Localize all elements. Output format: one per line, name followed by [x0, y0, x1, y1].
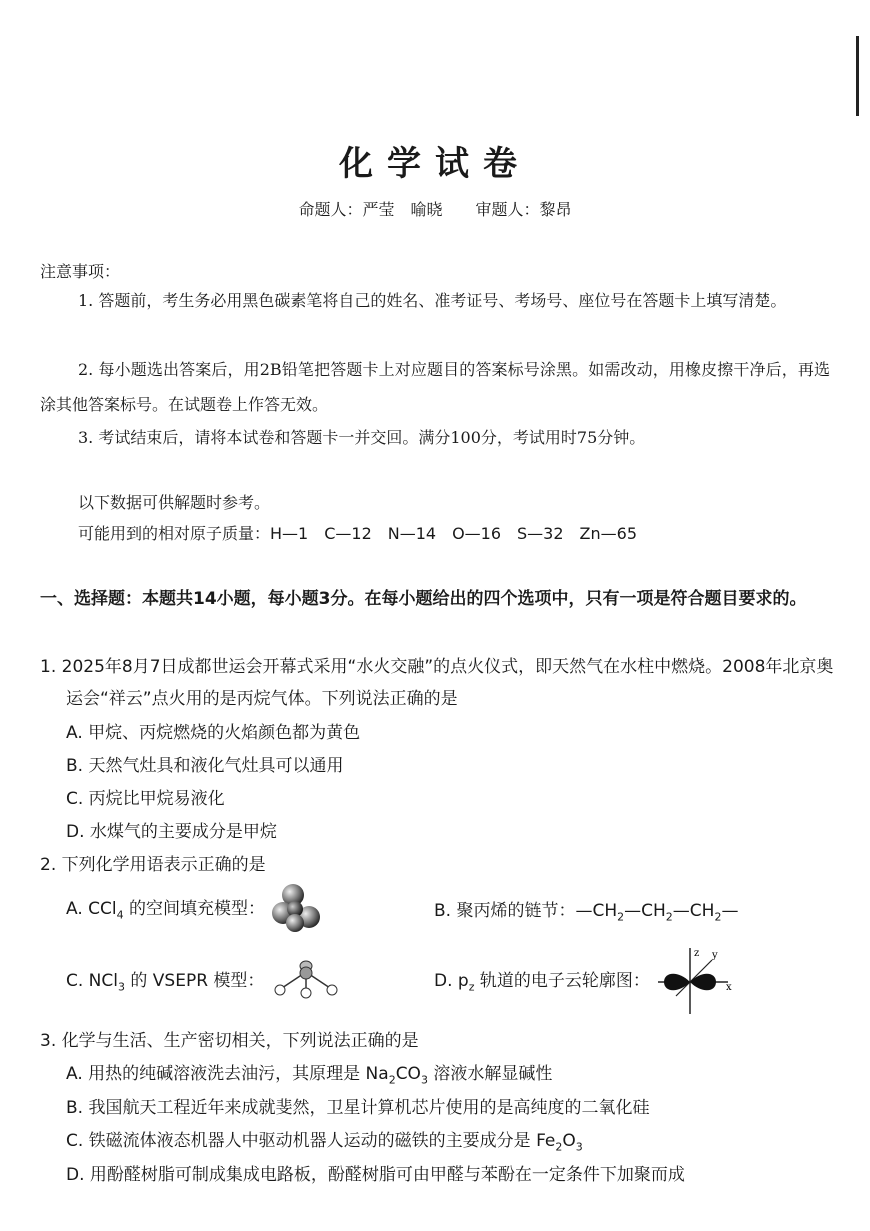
q2c-post: 的 VSEPR 模型： — [125, 971, 265, 992]
q2c-sub: 3 — [118, 980, 125, 994]
question-1-option-a: A. 甲烷、丙烷燃烧的火焰颜色都为黄色 — [66, 723, 361, 743]
vsepr-model-icon — [270, 960, 342, 1000]
reference-line-2: 可能用到的相对原子质量：H—1 C—12 N—14 O—16 S—32 Zn—65 — [78, 524, 638, 543]
question-2-stem: 2. 下列化学用语表示正确的是 — [40, 855, 266, 875]
question-2-option-d — [434, 944, 736, 1016]
q3c-pre: C. 铁磁流体液态机器人中驱动机器人运动的磁铁的主要成分是 Fe — [66, 1131, 556, 1151]
q3a-sub1: 2 — [388, 1073, 396, 1087]
q2d-sub: z — [468, 980, 475, 994]
notice-item-1: 1. 答题前，考生务必用黑色碳素笔将自己的姓名、准考证号、考场号、座位号在答题卡上填写清楚。 — [78, 291, 787, 310]
q3a-post: 溶液水解显碱性 — [427, 1064, 553, 1084]
q2b-mid2: —CH — [672, 901, 715, 921]
question-3-stem: 3. 化学与生活、生产密切相关，下列说法正确的是 — [40, 1031, 419, 1051]
authors-line — [0, 197, 870, 220]
question-1-option-d: D. 水煤气的主要成分是甲烷 — [66, 822, 277, 842]
q2a-sub: 4 — [116, 908, 124, 922]
q2a-text — [66, 894, 265, 921]
scan-edge-line — [856, 36, 859, 116]
q2b-sub2: 2 — [665, 910, 673, 924]
q2c-pre: C. NCl — [66, 971, 118, 992]
q2b-sub1: 2 — [617, 910, 625, 924]
reference-line-1: 以下数据可供解题时参考。 — [78, 493, 271, 512]
axis-x-label: x — [725, 982, 732, 993]
space-filling-model-icon — [271, 883, 325, 933]
q2b-mid1: —CH — [624, 901, 666, 921]
q3c-sub2: 3 — [575, 1140, 583, 1154]
question-3-option-a — [66, 1059, 552, 1086]
section-heading: 一、选择题：本题共14小题，每小题3分。在每小题给出的四个选项中，只有一项是符合题目要求的。 — [40, 589, 807, 609]
q3a-mid: CO — [395, 1064, 421, 1084]
q3c-sub1: 2 — [555, 1140, 563, 1154]
q2b-post: — — [721, 901, 739, 921]
q3a-pre: A. 用热的纯碱溶液洗去油污，其原理是 Na — [66, 1064, 389, 1084]
q2b-pre: B. 聚丙烯的链节：—CH — [434, 901, 618, 921]
q2d-post: 轨道的电子云轮廓图： — [474, 971, 650, 992]
question-1-option-b: B. 天然气灶具和液化气灶具可以通用 — [66, 756, 344, 776]
question-3-option-c — [66, 1126, 583, 1153]
question-1-stem: 1. 2025年8月7日成都世运会开幕式采用“水火交融”的点火仪式，即天然气在水柱中燃烧。2008年北京奥运会“祥云”点火用的是丙烷气体。下列说法正确的是 — [40, 657, 834, 709]
q2a-pre: A. CCl — [66, 899, 117, 920]
notice-item-2: 2. 每小题选出答案后，用2B铅笔把答题卡上对应题目的答案标号涂黑。如需改动，用橡皮擦干净后，再选涂其他答案标号。在试题卷上作答无效。 — [40, 360, 830, 414]
q2b-sub3: 2 — [714, 910, 722, 924]
axis-z-label: z — [693, 948, 700, 959]
pz-orbital-icon — [656, 944, 736, 1016]
question-2-option-c — [66, 955, 342, 1005]
q3a-sub2: 3 — [420, 1073, 428, 1087]
author-label: 命题人：严莹 喻晓 — [298, 200, 443, 219]
page-title: 化学试卷 — [339, 144, 531, 184]
question-3-option-d: D. 用酚醛树脂可制成集成电路板，酚醛树脂可由甲醛与苯酚在一定条件下加聚而成 — [66, 1165, 685, 1185]
q2b-text — [434, 896, 738, 923]
question-2-option-b — [434, 896, 738, 923]
question-3-option-b: B. 我国航天工程近年来成就斐然，卫星计算机芯片使用的是高纯度的二氧化硅 — [66, 1098, 650, 1118]
q2d-pre: D. p — [434, 971, 469, 992]
q3c-mid: O — [562, 1131, 576, 1151]
notice-heading: 注意事项： — [40, 262, 121, 281]
q2a-post: 的空间填充模型： — [123, 899, 266, 920]
question-1-option-c: C. 丙烷比甲烷易液化 — [66, 789, 225, 809]
q2d-text — [434, 966, 650, 993]
q2c-text — [66, 966, 264, 993]
question-2-option-a — [66, 880, 325, 936]
reviewer-label: 审题人：黎昂 — [475, 200, 572, 219]
notice-item-3: 3. 考试结束后，请将本试卷和答题卡一并交回。满分100分，考试用时75分钟。 — [78, 428, 646, 447]
axis-y-label: y — [711, 950, 718, 961]
